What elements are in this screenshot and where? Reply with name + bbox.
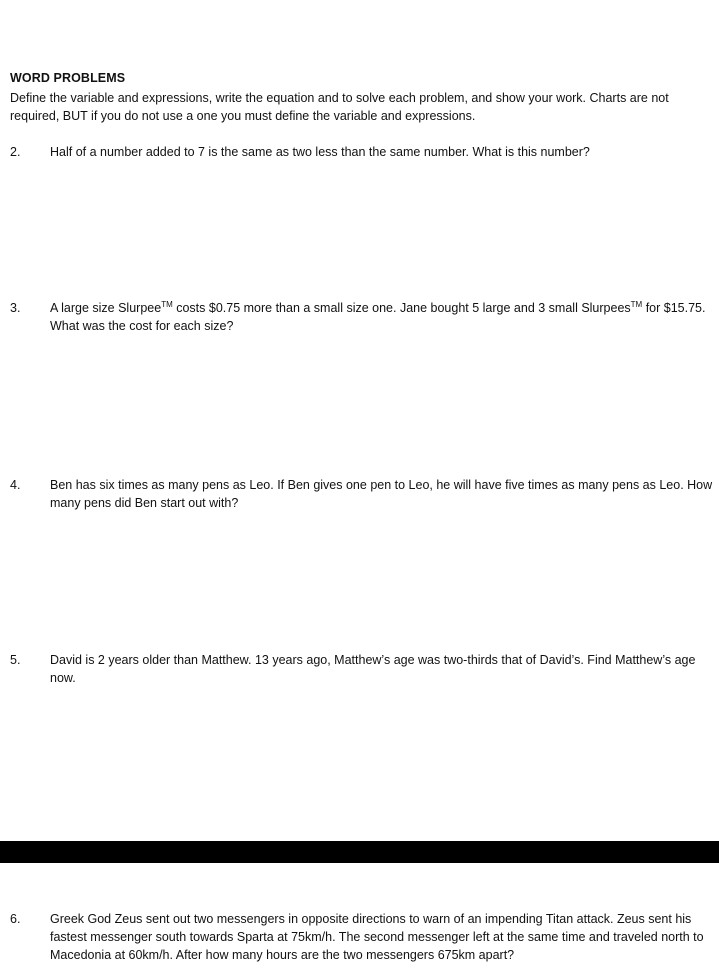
instructions-text: Define the variable and expressions, write the equation and to solve each problem, and show your work. Charts are not required, BUT if you do not use a one you must define the variable and expressions. [10,91,669,123]
problem-text: Greek God Zeus sent out two messengers in opposite directions to warn of an impending Titan attack. Zeus sent his fastest messenger south towards Sparta at 75km/h. The second messenger left at the same time and traveled north to Macedonia at 60km/h. After how many hours are the two messengers 675km apart? [50,912,704,962]
problem-number: 2. [10,145,21,159]
problem-text [50,299,718,335]
problem-text-part: for $15.75. What was the cost for each size? [50,301,706,333]
problem-number: 3. [10,301,21,315]
trademark-symbol: TM [630,299,643,309]
page-divider-bar [0,841,719,863]
problem-number: 4. [10,478,21,492]
problem-text-part: A large size Slurpee [50,301,162,315]
problem-text: Ben has six times as many pens as Leo. If Ben gives one pen to Leo, he will have five times as many pens as Leo. How many pens did Ben start out with? [50,478,713,510]
problem-text: David is 2 years older than Matthew. 13 years ago, Matthew’s age was two-thirds that of David’s. Find Matthew’s age now. [50,653,696,685]
problem-number: 6. [10,912,21,926]
trademark-symbol: TM [161,299,173,309]
problem-number: 5. [10,653,21,667]
problem-text: Half of a number added to 7 is the same as two less than the same number. What is this number? [50,145,590,159]
problem-text-part: costs $0.75 more than a small size one. Jane bought 5 large and 3 small Slurpees [172,301,631,315]
section-heading: WORD PROBLEMS [10,71,126,85]
